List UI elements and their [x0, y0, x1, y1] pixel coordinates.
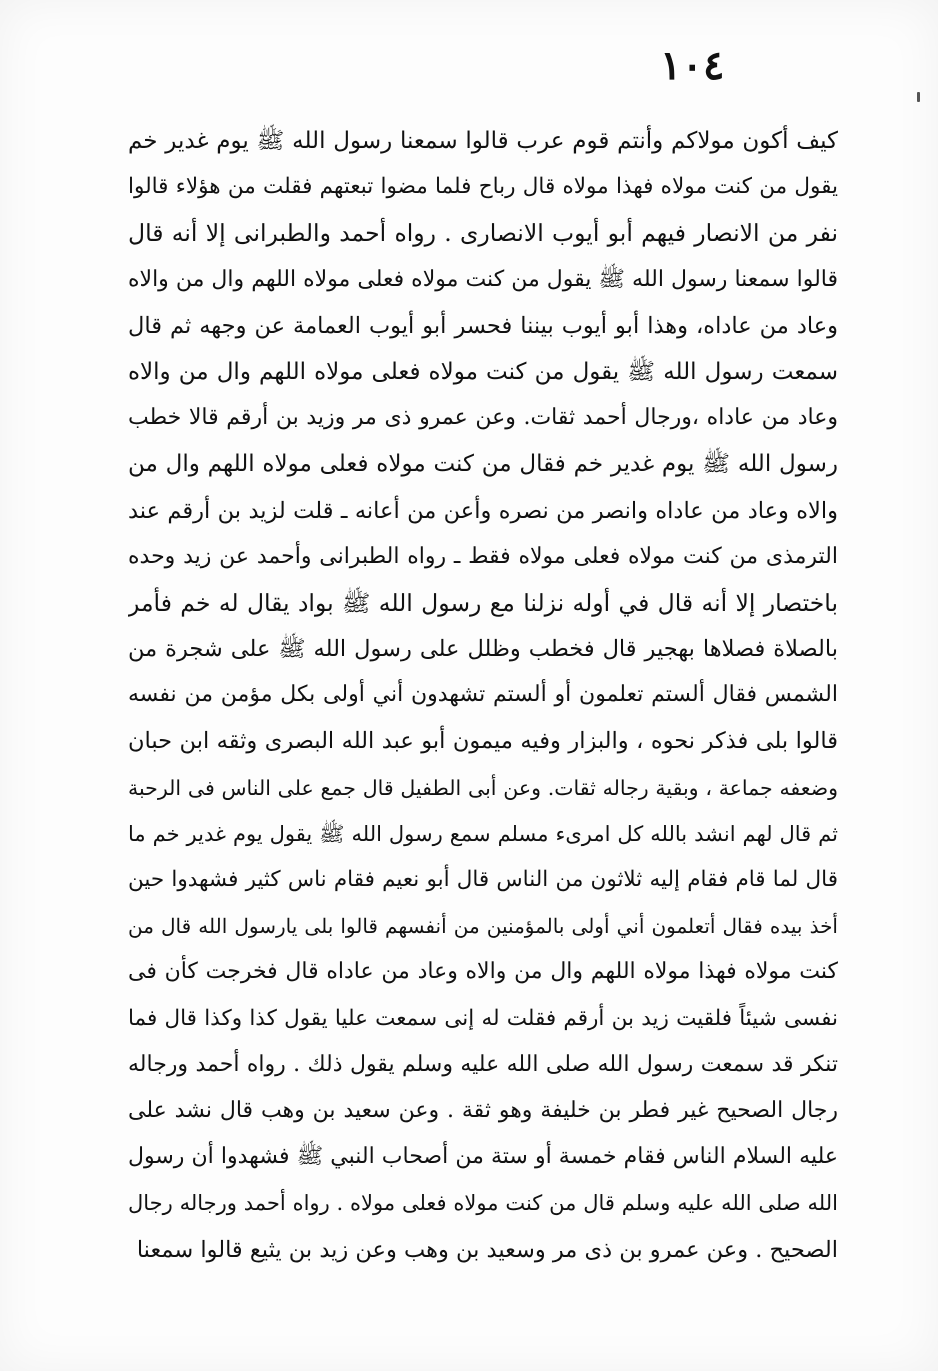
text-line: ثم قال لهم انشد بالله كل امرىء مسلم سمع رسول الله ﷺ يقول يوم غدير خم ما: [128, 821, 838, 846]
text-line: الله صلى الله عليه وسلم قال من كنت مولاه فعلى مولاه . رواه أحمد ورجاله رجال: [128, 1191, 838, 1216]
text-line: كيف أكون مولاكم وأنتم قوم عرب قالوا سمعنا رسول الله ﷺ يوم غدير خم: [128, 128, 838, 154]
text-line: كنت مولاه فهذا مولاه اللهم وال من والاه وعاد من عاداه قال فخرجت كأن فى: [128, 959, 838, 985]
text-line: نفر من الانصار فيهم أبو أيوب الانصارى . رواه أحمد والطبرانى إلا أنه قال: [128, 219, 838, 248]
text-line: تنكر قد سمعت رسول الله صلى الله عليه وسلم يقول ذلك . رواه أحمد ورجاله: [128, 1051, 838, 1077]
text-line: الصحيح . وعن عمرو بن ذى مر وسعيد بن وهب وعن زيد بن يثيع قالوا سمعنا: [136, 1236, 838, 1263]
page-number: ١٠٤: [660, 42, 725, 89]
text-line: وعاد من عاداه ،ورجال أحمد ثقات. وعن عمرو ذى مر وزيد بن أرقم قالا خطب: [128, 405, 838, 431]
text-line: قالوا سمعنا رسول الله ﷺ يقول من كنت مولاه فعلى مولاه اللهم وال من والاه: [128, 266, 838, 292]
text-line: بالصلاة فصلاها بهجير قال فخطب وظلل على رسول الله ﷺ على شجرة من: [128, 636, 838, 663]
text-line: وعاد من عاداه، وهذا أبو أيوب بيننا فحسر أبو أيوب العمامة عن وجهه ثم قال: [128, 312, 838, 339]
body-text: [128, 118, 838, 1273]
text-line: يقول من كنت مولاه فهذا مولاه قال رباح فلما مضوا تبعتهم فقلت من هؤلاء قالوا: [128, 174, 838, 200]
text-line: أخذ بيده فقال أتعلمون أني أولى بالمؤمنين من أنفسهم قالوا بلى يارسول الله قال من: [128, 914, 838, 939]
text-line: رسول الله ﷺ يوم غدير خم فقال من كنت مولاه فعلى مولاه اللهم وال من: [128, 451, 838, 478]
edge-mark: [917, 92, 920, 102]
text-line: عليه السلام الناس فقام خمسة أو ستة من أصحاب النبي ﷺ فشهدوا أن رسول: [128, 1144, 838, 1170]
text-line: نفسى شيئاً فلقيت زيد بن أرقم فقلت له إنى سمعت عليا يقول كذا وكذا قال فما: [128, 1005, 838, 1031]
text-line: قالوا بلى فذكر نحوه ، والبزار وفيه ميمون أبو عبد الله البصرى وثقه ابن حبان: [128, 728, 838, 755]
text-line: سمعت رسول الله ﷺ يقول من كنت مولاه فعلى مولاه اللهم وال من والاه: [128, 358, 838, 385]
text-line: الشمس فقال ألستم تعلمون أو ألستم تشهدون أني أولى بكل مؤمن من نفسه: [128, 682, 838, 708]
text-line: رجال الصحيح غير فطر بن خليفة وهو ثقة . وعن سعيد بن وهب قال نشد على: [128, 1097, 838, 1123]
text-line: باختصار إلا أنه قال في أوله نزلنا مع رسول الله ﷺ بواد يقال له خم فأمر: [128, 588, 838, 617]
text-line: والاه وعاد من عاداه وانصر من نصره وأعن من أعانه ـ قلت لزيد بن أرقم عند: [128, 497, 838, 524]
text-line: الترمذى من كنت مولاه فعلى مولاه فقط ـ رواه الطبرانى وأحمد عن زيد وحده: [128, 543, 838, 569]
text-line: قال لما قام فقام إليه ثلاثون من الناس قال أبو نعيم فقام ناس كثير فشهدوا حين: [128, 867, 838, 892]
text-line: وضعفه جماعة ، وبقية رجاله ثقات. وعن أبى الطفيل قال جمع على الناس فى الرحبة: [128, 775, 838, 800]
